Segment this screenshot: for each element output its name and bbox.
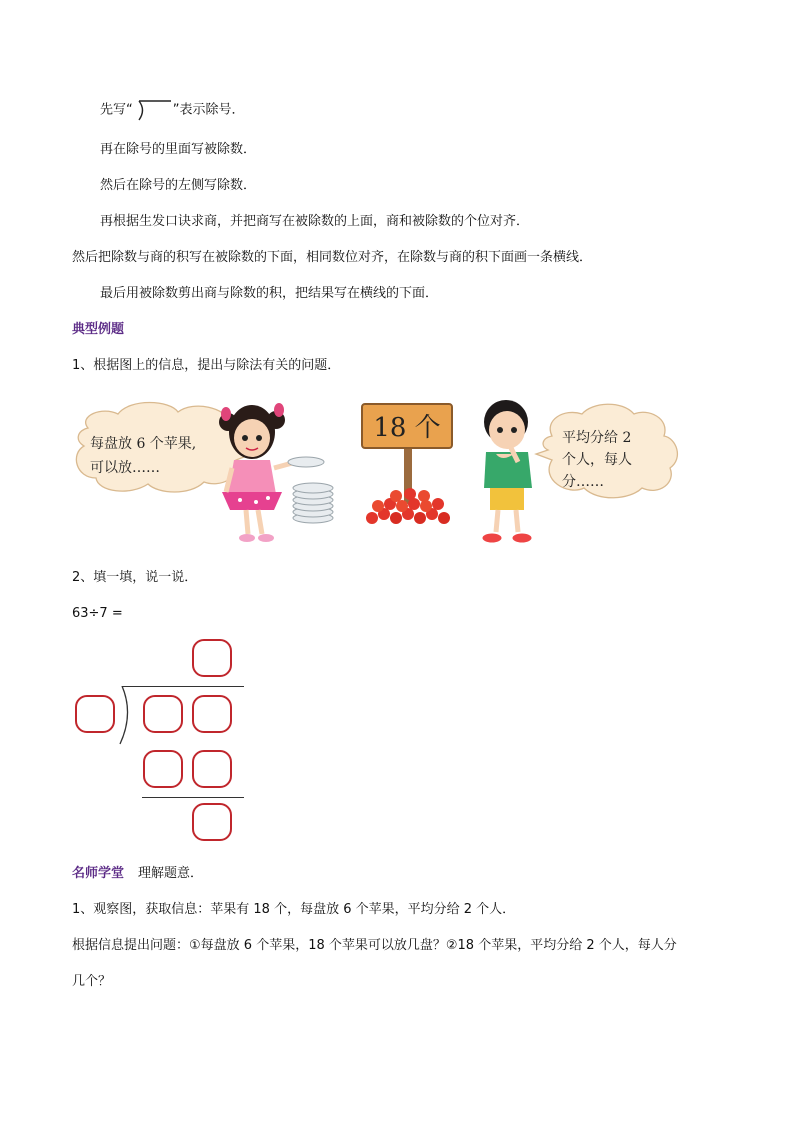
boy-bubble-line-1: 平均分给 2	[562, 430, 632, 446]
step-3: 然后在除号的左侧写除数．	[100, 178, 257, 193]
product-tens-box[interactable]	[143, 750, 183, 788]
subtraction-line	[142, 797, 244, 798]
dividend-tens-box[interactable]	[143, 695, 183, 733]
step-6: 最后用被除数剪出商与除数的积，把结果写在横线的下面．	[100, 286, 439, 301]
dividend-ones-box[interactable]	[192, 695, 232, 733]
teacher-section-title	[72, 865, 203, 883]
girl-bubble-line-1: 每盘放 6 个苹果,	[90, 436, 197, 452]
teacher-point-1: 1、观察图，获取信息：苹果有 18 个，每盘放 6 个苹果，平均分给 2 个人．	[72, 902, 516, 917]
divisor-box[interactable]	[75, 695, 115, 733]
step-5: 然后把除数与商的积写在被除数的下面，相同数位对齐，在除数与商的积下面画一条横线．	[72, 250, 593, 265]
teacher-point-2-line-1: 根据信息提出问题：①每盘放 6 个苹果，18 个苹果可以放几盘？②18 个苹果，平均分给 2 个人，每人分	[72, 938, 677, 953]
division-sign-icon	[133, 99, 173, 121]
step-1-after: ”表示除号．	[172, 102, 245, 118]
step-2: 再在除号的里面写被除数．	[100, 142, 257, 157]
boy-speech-bubble	[536, 404, 677, 498]
question-2: 2、填一填，说一说．	[72, 570, 198, 585]
quotient-box[interactable]	[192, 639, 232, 677]
section-heading-examples: 典型例题	[72, 322, 125, 337]
equation: 63÷7 =	[72, 606, 123, 621]
boy-bubble-line-2: 个人，每人	[562, 452, 632, 468]
teacher-subtitle: 理解题意．	[138, 866, 204, 881]
girl-figure	[219, 403, 296, 542]
teacher-point-2-line-2: 几个？	[72, 974, 112, 989]
boy-bubble-line-3: 分……	[562, 474, 604, 490]
apple-sharing-illustration	[70, 388, 680, 550]
step-4: 再根据生发口诀求商，并把商写在被除数的上面，商和被除数的个位对齐．	[100, 214, 530, 229]
apple-pile-icon	[366, 488, 450, 524]
division-bar	[122, 686, 244, 687]
plate-stack-icon	[288, 457, 333, 523]
step-1-before: 先写“	[100, 102, 133, 118]
division-bracket-icon	[112, 686, 136, 746]
girl-bubble-line-2: 可以放……	[90, 460, 160, 476]
remainder-box[interactable]	[192, 803, 232, 841]
step-1	[100, 99, 245, 121]
question-1: 1、根据图上的信息，提出与除法有关的问题．	[72, 358, 341, 373]
boy-figure	[482, 400, 532, 543]
section-heading-teacher: 名师学堂	[72, 866, 125, 881]
sign-text: 18 个	[373, 413, 441, 443]
product-ones-box[interactable]	[192, 750, 232, 788]
